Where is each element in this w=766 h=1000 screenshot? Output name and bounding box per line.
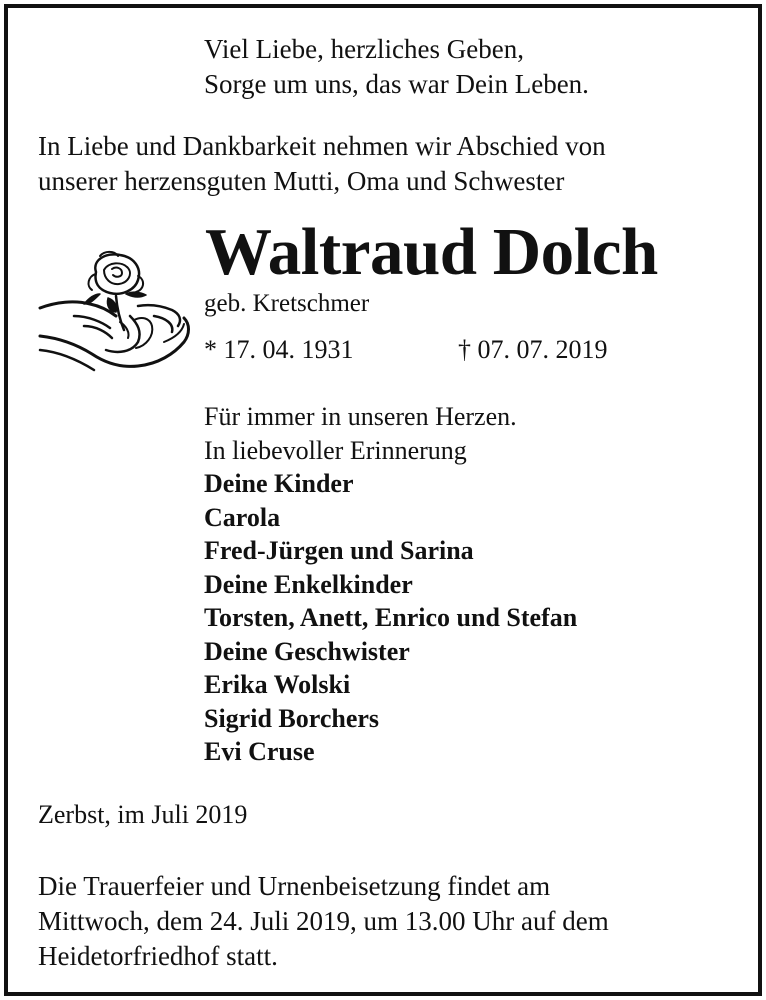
poem-line: Viel Liebe, herzliches Geben, [204, 34, 524, 64]
mourner-name: Sigrid Borchers [204, 703, 380, 733]
birth-name: geb. Kretschmer [204, 290, 370, 317]
mourners-block [204, 400, 577, 769]
intro-line: unserer herzensguten Mutti, Oma und Schwester [38, 166, 565, 196]
mourner-name: Fred-Jürgen und Sarina [204, 536, 474, 565]
place-date: Zerbst, im Juli 2019 [38, 800, 248, 829]
poem [204, 32, 589, 102]
mourner-name: Deine Enkelkinder [204, 569, 413, 599]
mourner-name: Erika Wolski [204, 670, 351, 699]
ceremony-line: Heidetorfriedhof statt. [38, 941, 278, 971]
mourner-name: Deine Geschwister [204, 636, 410, 666]
ceremony-line: Mittwoch, dem 24. Juli 2019, um 13.00 Uhr auf dem [38, 906, 609, 936]
poem-line: Sorge um uns, das war Dein Leben. [204, 69, 589, 99]
mourner-name: Deine Kinder [204, 469, 354, 498]
intro-text [38, 129, 736, 199]
death-date: † 07. 07. 2019 [458, 335, 608, 364]
ceremony-notice [38, 869, 736, 974]
obituary-frame [4, 4, 762, 996]
deceased-name: Waltraud Dolch [205, 215, 658, 289]
rose-in-hands-icon [34, 246, 194, 378]
mourner-name: Evi Cruse [204, 737, 315, 766]
mourner-name: Torsten, Anett, Enrico und Stefan [204, 603, 578, 632]
mourner-name: Carola [204, 502, 281, 532]
ceremony-line: Die Trauerfeier und Urnenbeisetzung findet am [38, 871, 551, 901]
mourners-line: Für immer in unseren Herzen. [204, 402, 517, 431]
birth-date: * 17. 04. 1931 [204, 335, 354, 364]
mourners-line: In liebevoller Erinnerung [204, 435, 467, 465]
intro-line: In Liebe und Dankbarkeit nehmen wir Abschied von [38, 131, 606, 161]
